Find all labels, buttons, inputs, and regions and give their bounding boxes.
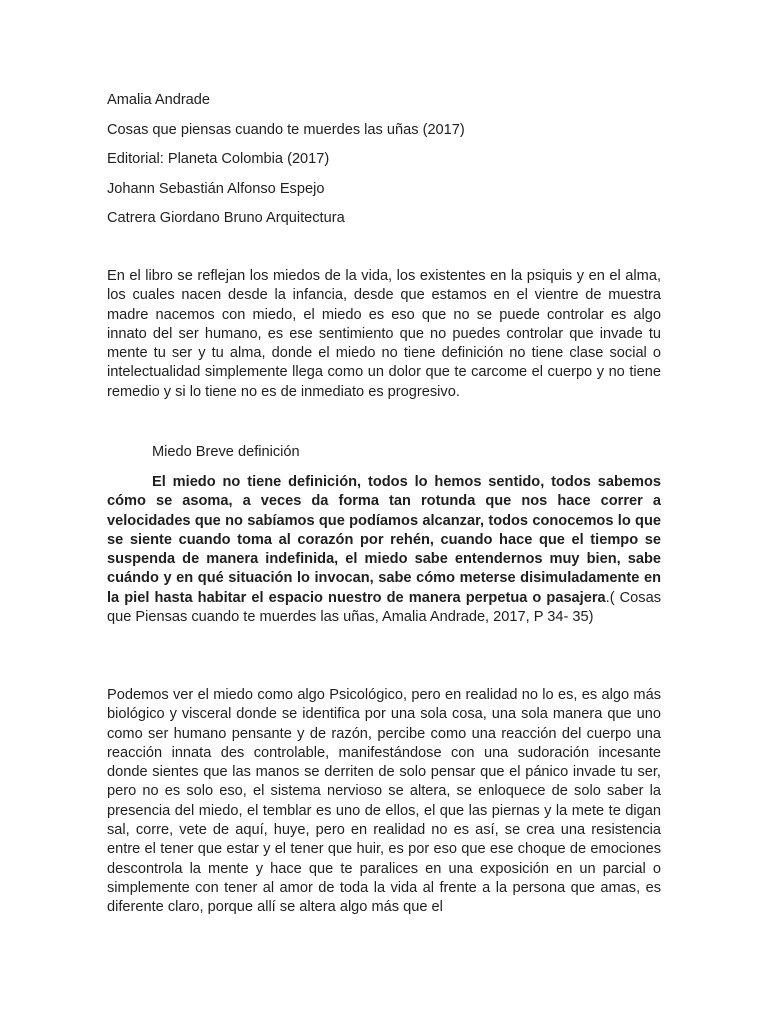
book-title-line: Cosas que piensas cuando te muerdes las uñas (2017) — [107, 121, 465, 138]
student-name-line: Johann Sebastián Alfonso Espejo — [107, 180, 325, 197]
publisher-line: Editorial: Planeta Colombia (2017) — [107, 151, 330, 168]
quote-paragraph — [107, 473, 661, 627]
intro-paragraph: En el libro se reflejan los miedos de la vida, los existentes en la psiquis y en el alma, los cuales nacen desde la infancia, desde que estamos en el vientre de muestra madre nacemos con miedo, el miedo es eso que no se puede controlar es algo innato del ser humano, es ese sentimiento que no puedes controlar que invade tu mente tu ser y tu alma, donde el miedo no tiene definición no tiene clase social o intelectualidad simplemente llega como un dolor que te carcome el cuerpo y no tiene remedio y si lo tiene no es de inmediato es progresivo. — [107, 268, 661, 400]
quote-citation: .( Cosas que Piensas cuando te muerdes las uñas, Amalia Andrade, 2017, P 34- 35) — [107, 589, 661, 626]
author-line: Amalia Andrade — [107, 92, 211, 108]
section-heading: Miedo Breve definición — [152, 444, 300, 460]
quote-bold-text: El miedo no tiene definición, todos lo hemos sentido, todos sabemos cómo se asoma, a veces da forma tan rotunda que nos hace correr a velocidades que no sabíamos que podíamos alcanzar, todos conocemos lo que se siente cuando toma al corazón por rehén, cuando hace que el tiempo se suspenda de manera indefinida, el miedo sabe entendernos muy bien, sabe cuándo y en qué situación lo invocan, sabe cómo meterse disimuladamente en la piel hasta habitar el espacio nuestro de manera perpetua o pasajera — [107, 474, 661, 606]
document-header — [107, 90, 661, 228]
page-content — [107, 90, 661, 916]
course-line: Catrera Giordano Bruno Arquitectura — [107, 210, 345, 227]
body-paragraph: Podemos ver el miedo como algo Psicológico, pero en realidad no lo es, es algo más biológico y visceral donde se identifica por una sola cosa, una sola manera que uno como ser humano pensante y de razón, percibe como una reacción del cuerpo una reacción innata des controlable, manifestándose con una sudoración incesante donde sientes que las manos se derriten de solo pensar que el pánico invade tu ser, pero no es solo eso, el sistema nervioso se altera, se enloquece de solo saber la presencia del miedo, el temblar es uno de ellos, el que las piernas y la mete te digan sal, corre, vete de aquí, huye, pero en realidad no es así, se crea una resistencia entre el tener que estar y el tener que huir, es por eso que ese choque de emociones descontrola la mente y hace que te paralices en una exposición en un parcial o simplemente con tener al amor de toda la vida al frente a la persona que amas, es diferente claro, porque allí se altera algo más que el — [107, 687, 661, 916]
